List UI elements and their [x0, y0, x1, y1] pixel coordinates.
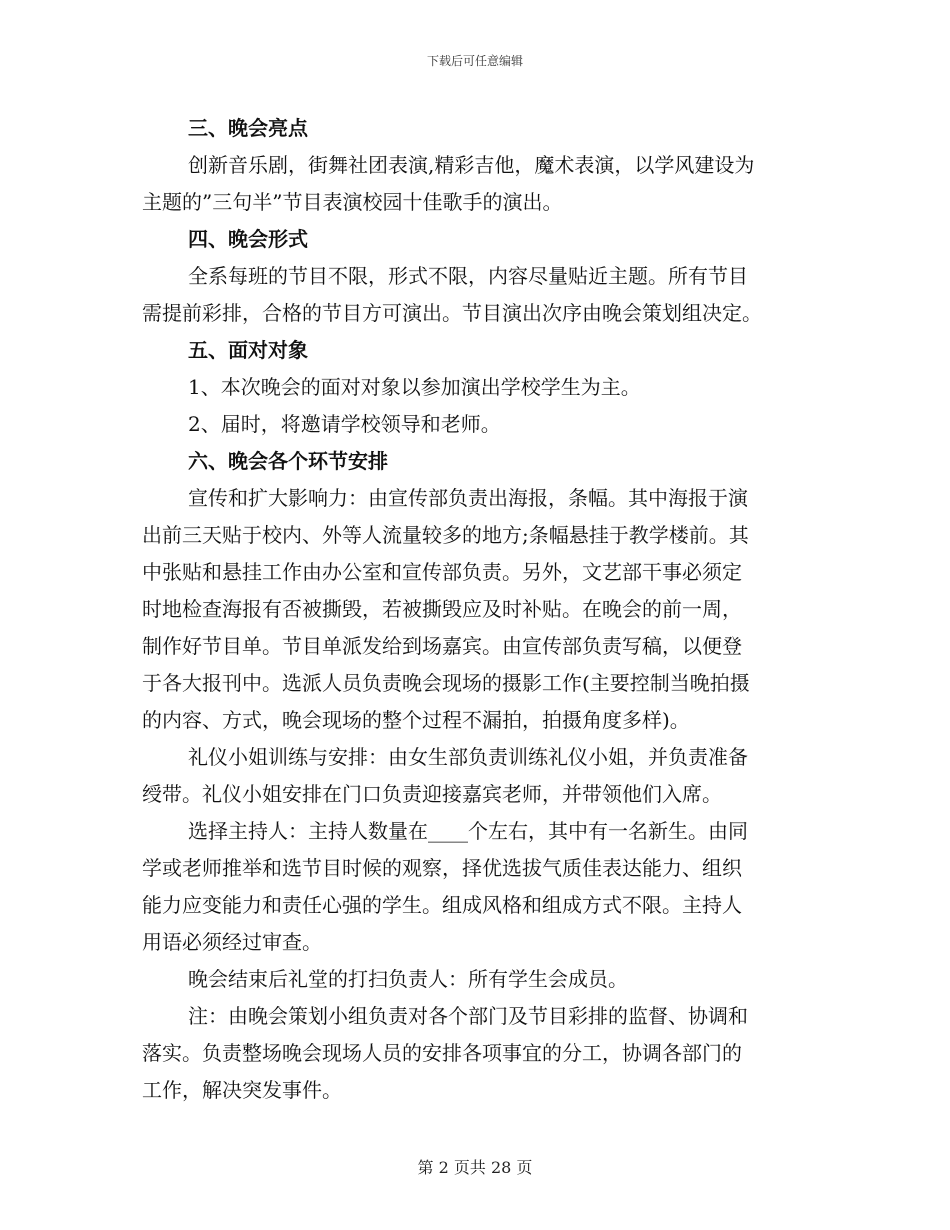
paragraph-line: 礼仪小姐训练与安排：由女生部负责训练礼仪小姐，并负责准备: [188, 745, 748, 769]
document-body: [142, 110, 810, 1109]
section-heading: 六、晚会各个环节安排: [188, 449, 388, 473]
section-heading: 五、面对对象: [188, 338, 308, 362]
list-item: 2、届时，将邀请学校领导和老师。: [188, 412, 501, 436]
paragraph-line: 全系每班的节目不限，形式不限，内容尽量贴近主题。所有节目: [188, 264, 748, 288]
paragraph-line: 时地检查海报有否被撕毁，若被撕毁应及时补贴。在晚会的前一周，: [142, 597, 742, 621]
paragraph-line: 学或老师推举和选节目时候的观察，择优选拔气质佳表达能力、组织: [142, 856, 742, 880]
section-heading: 三、晚会亮点: [188, 116, 308, 140]
paragraph-line: 落实。负责整场晚会现场人员的安排各项事宜的分工，协调各部门的: [142, 1041, 742, 1065]
paragraph-line: 需提前彩排，合格的节目方可演出。节目演出次序由晚会策划组决定。: [142, 301, 762, 325]
paragraph-line: 出前三天贴于校内、外等人流量较多的地方;条幅悬挂于教学楼前。其: [142, 523, 749, 547]
paragraph-line: 创新音乐剧，街舞社团表演,精彩吉他，魔术表演，以学风建设为: [188, 153, 755, 177]
page-footer: 第 2 页共 28 页: [417, 1158, 533, 1177]
paragraph-line: 宣传和扩大影响力：由宣传部负责出海报，条幅。其中海报于演: [188, 486, 748, 510]
paragraph-line: 中张贴和悬挂工作由办公室和宣传部负责。另外，文艺部干事必须定: [142, 560, 742, 584]
page-header: 下载后可任意编辑: [426, 54, 523, 68]
paragraph-line: 工作，解决突发事件。: [142, 1078, 342, 1102]
paragraph-line: 选择主持人：主持人数量在____个左右，其中有一名新生。由同: [188, 819, 748, 843]
paragraph-line: 用语必须经过审查。: [142, 930, 322, 954]
paragraph-line: 于各大报刊中。选派人员负责晚会现场的摄影工作(主要控制当晚拍摄: [142, 671, 750, 695]
section-heading: 四、晚会形式: [188, 227, 308, 251]
paragraph-line: 主题的”三句半”节目表演校园十佳歌手的演出。: [142, 190, 563, 214]
paragraph-line: 能力应变能力和责任心强的学生。组成风格和组成方式不限。主持人: [142, 893, 742, 917]
paragraph-line: 的内容、方式，晚会现场的整个过程不漏拍，拍摄角度多样)。: [142, 708, 690, 732]
paragraph-line: 注：由晚会策划小组负责对各个部门及节目彩排的监督、协调和: [188, 1004, 748, 1028]
paragraph-line: 绶带。礼仪小姐安排在门口负责迎接嘉宾老师，并带领他们入席。: [142, 782, 722, 806]
paragraph-line: 制作好节目单。节目单派发给到场嘉宾。由宣传部负责写稿，以便登: [142, 634, 742, 658]
paragraph-line: 晚会结束后礼堂的打扫负责人：所有学生会成员。: [188, 967, 628, 991]
list-item: 1、本次晚会的面对对象以参加演出学校学生为主。: [188, 375, 641, 399]
